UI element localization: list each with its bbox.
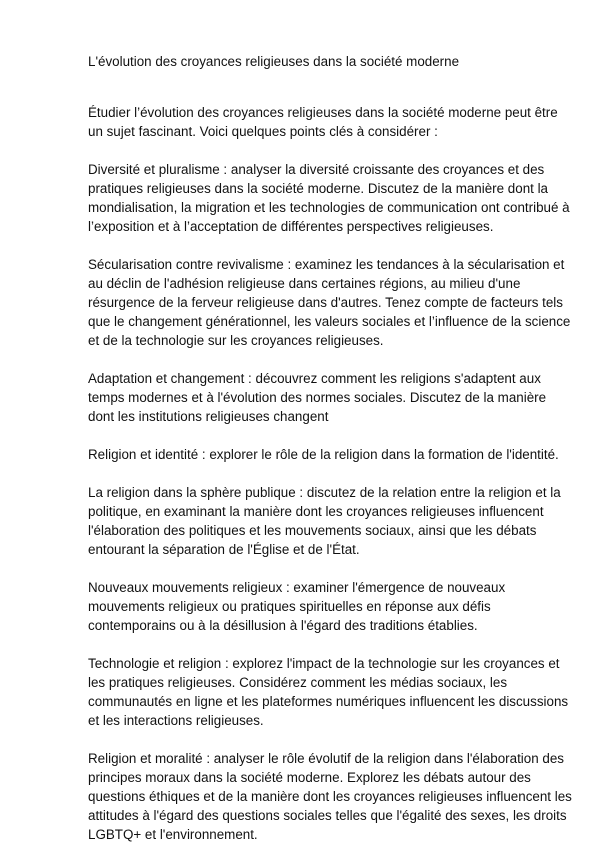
paragraph-spacer [88,236,572,255]
document-title: L'évolution des croyances religieuses dans la société moderne [88,54,460,69]
paragraph-spacer [88,635,572,654]
paragraph-spacer [88,559,572,578]
document-body [88,103,572,844]
intro-paragraph: Étudier l’évolution des croyances religieuses dans la société moderne peut être un sujet fascinant. Voici quelques points clés à considérer : [88,105,558,139]
document-page [88,53,572,844]
point-paragraph-secularisation: Sécularisation contre revivalisme : examinez les tendances à la sécularisation et au déclin de l'adhésion religieuse dans certaines régions, au milieu d'une résurgence de la ferveur religieuse dans d'autres. Tenez compte de facteurs tels que le changement générationnel, les valeurs sociales et l’influence de la science et de la technologie sur les croyances religieuses. [88,257,571,348]
point-paragraph-moralite: Religion et moralité : analyser le rôle évolutif de la religion dans l'élaboration des principes moraux dans la société moderne. Explorez les débats autour des questions éthiques et de la manière dont les croyances religieuses influencent les attitudes à l'égard des questions sociales telles que l'égalité des sexes, les droits LGBTQ+ et l'environnement. [88,751,572,842]
paragraph-spacer [88,464,572,483]
point-paragraph-adaptation: Adaptation et changement : découvrez comment les religions s'adaptent aux temps modernes et à l'évolution des normes sociales. Discutez de la manière dont les institutions religieuses changent [88,371,547,424]
paragraph-spacer [88,350,572,369]
point-paragraph-identite: Religion et identité : explorer le rôle de la religion dans la formation de l'identité. [88,447,559,462]
point-paragraph-nouveaux-mouvements: Nouveaux mouvements religieux : examiner l'émergence de nouveaux mouvements religieux ou pratiques spirituelles en réponse aux défis contemporains ou à la désillusion à l'égard des traditions établies. [88,580,506,633]
point-paragraph-diversite: Diversité et pluralisme : analyser la diversité croissante des croyances et des pratiques religieuses dans la société moderne. Discutez de la manière dont la mondialisation, la migration et les technologies de communication ont contribué à l’exposition et à l’acceptation de différentes perspectives religieuses. [88,162,570,234]
point-paragraph-technologie: Technologie et religion : explorez l'impact de la technologie sur les croyances et les pratiques religieuses. Considérez comment les médias sociaux, les communautés en ligne et les plateformes numériques influencent les discussions et les interactions religieuses. [88,656,569,728]
paragraph-spacer [88,426,572,445]
point-paragraph-sphere-publique: La religion dans la sphère publique : discutez de la relation entre la religion et la politique, en examinant la manière dont les croyances religieuses influencent l'élaboration des politiques et les mouvements sociaux, ainsi que les débats entourant la séparation de l'Église et de l'État. [88,485,561,557]
paragraph-spacer [88,730,572,749]
paragraph-spacer [88,141,572,160]
